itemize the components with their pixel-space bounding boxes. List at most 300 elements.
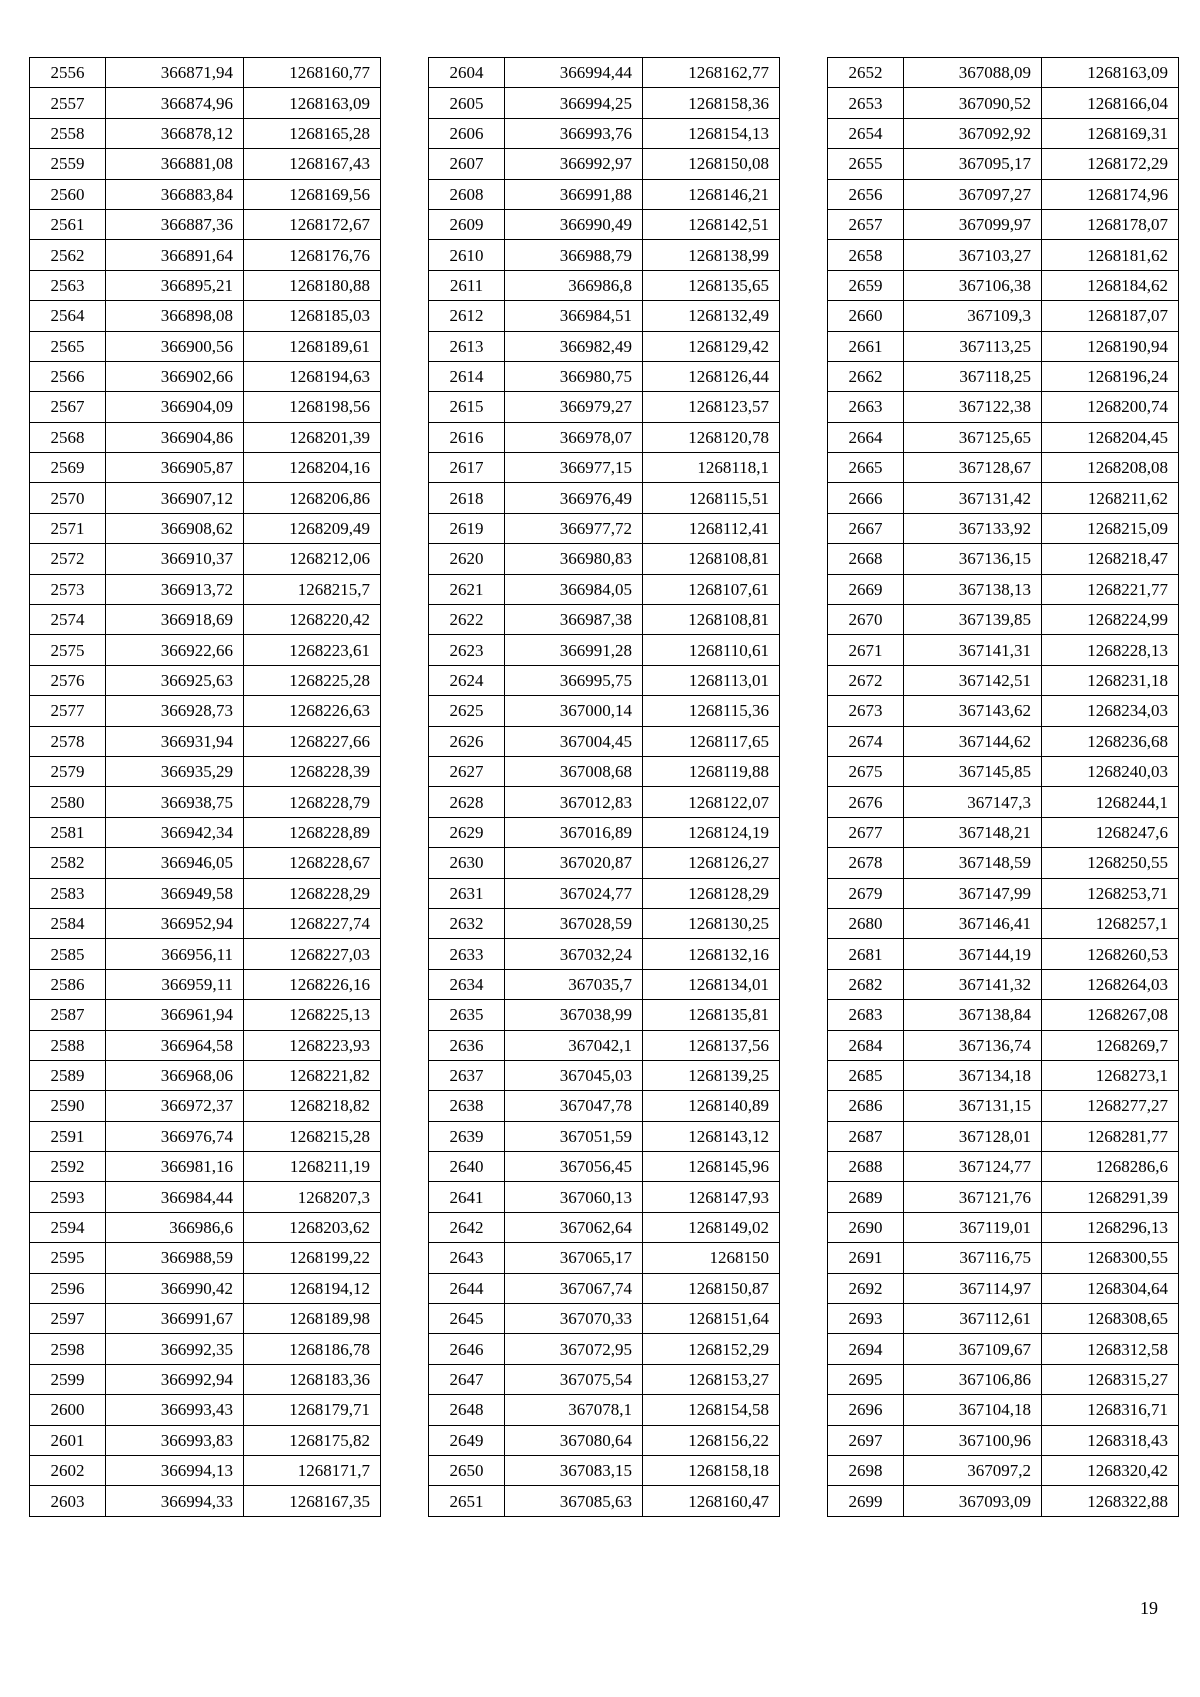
x-coordinate-cell: 367047,78 [505,1091,643,1121]
table-row [828,878,1179,908]
table-row [429,1455,780,1485]
x-coordinate-cell: 366900,56 [106,331,244,361]
point-number-cell: 2631 [429,878,505,908]
point-number-cell: 2588 [30,1030,106,1060]
x-coordinate-cell: 366961,94 [106,1000,244,1030]
table-row [828,574,1179,604]
table-row [30,817,381,847]
y-coordinate-cell: 1268227,03 [244,939,381,969]
y-coordinate-cell: 1268223,61 [244,635,381,665]
y-coordinate-cell: 1268286,6 [1042,1152,1179,1182]
table-row [828,209,1179,239]
point-number-cell: 2674 [828,726,904,756]
point-number-cell: 2666 [828,483,904,513]
y-coordinate-cell: 1268228,89 [244,817,381,847]
x-coordinate-cell: 366956,11 [106,939,244,969]
y-coordinate-cell: 1268320,42 [1042,1455,1179,1485]
point-number-cell: 2602 [30,1455,106,1485]
x-coordinate-cell: 366994,44 [505,58,643,88]
x-coordinate-cell: 366925,63 [106,665,244,695]
table-row [429,1273,780,1303]
x-coordinate-cell: 367004,45 [505,726,643,756]
point-number-cell: 2601 [30,1425,106,1455]
y-coordinate-cell: 1268308,65 [1042,1304,1179,1334]
table-row [429,270,780,300]
table-row [828,635,1179,665]
point-number-cell: 2687 [828,1121,904,1151]
x-coordinate-cell: 367106,38 [904,270,1042,300]
table-row [429,1334,780,1364]
y-coordinate-cell: 1268304,64 [1042,1273,1179,1303]
x-coordinate-cell: 366935,29 [106,756,244,786]
x-coordinate-cell: 366993,43 [106,1395,244,1425]
table-row [429,301,780,331]
point-number-cell: 2619 [429,513,505,543]
x-coordinate-cell: 367088,09 [904,58,1042,88]
point-number-cell: 2627 [429,756,505,786]
x-coordinate-cell: 367118,25 [904,361,1042,391]
x-coordinate-cell: 367138,13 [904,574,1042,604]
y-coordinate-cell: 1268228,79 [244,787,381,817]
x-coordinate-cell: 367114,97 [904,1273,1042,1303]
y-coordinate-cell: 1268228,13 [1042,635,1179,665]
point-number-cell: 2650 [429,1455,505,1485]
point-number-cell: 2608 [429,179,505,209]
point-number-cell: 2616 [429,422,505,452]
x-coordinate-cell: 366986,6 [106,1212,244,1242]
point-number-cell: 2607 [429,149,505,179]
point-number-cell: 2647 [429,1364,505,1394]
x-coordinate-cell: 367125,65 [904,422,1042,452]
table-row [30,483,381,513]
table-row [30,513,381,543]
point-number-cell: 2652 [828,58,904,88]
point-number-cell: 2606 [429,118,505,148]
table-row [429,605,780,635]
y-coordinate-cell: 1268226,16 [244,969,381,999]
point-number-cell: 2651 [429,1486,505,1516]
x-coordinate-cell: 366902,66 [106,361,244,391]
table-row [30,1304,381,1334]
table-row [30,1455,381,1485]
y-coordinate-cell: 1268244,1 [1042,787,1179,817]
y-coordinate-cell: 1268174,96 [1042,179,1179,209]
table-row [30,665,381,695]
table-row [30,1182,381,1212]
point-number-cell: 2671 [828,635,904,665]
point-number-cell: 2557 [30,88,106,118]
y-coordinate-cell: 1268110,61 [643,635,780,665]
x-coordinate-cell: 367012,83 [505,787,643,817]
y-coordinate-cell: 1268253,71 [1042,878,1179,908]
y-coordinate-cell: 1268211,19 [244,1152,381,1182]
x-coordinate-cell: 366992,35 [106,1334,244,1364]
table-row [429,635,780,665]
x-coordinate-cell: 367121,76 [904,1182,1042,1212]
table-row [429,787,780,817]
point-number-cell: 2643 [429,1243,505,1273]
table-row [828,787,1179,817]
point-number-cell: 2662 [828,361,904,391]
x-coordinate-cell: 366952,94 [106,908,244,938]
table-row [30,453,381,483]
y-coordinate-cell: 1268145,96 [643,1152,780,1182]
x-coordinate-cell: 366991,67 [106,1304,244,1334]
x-coordinate-cell: 367119,01 [904,1212,1042,1242]
point-number-cell: 2644 [429,1273,505,1303]
point-number-cell: 2698 [828,1455,904,1485]
y-coordinate-cell: 1268135,81 [643,1000,780,1030]
point-number-cell: 2584 [30,908,106,938]
table-row [828,1212,1179,1242]
x-coordinate-cell: 367134,18 [904,1060,1042,1090]
x-coordinate-cell: 367008,68 [505,756,643,786]
point-number-cell: 2697 [828,1425,904,1455]
y-coordinate-cell: 1268204,45 [1042,422,1179,452]
y-coordinate-cell: 1268224,99 [1042,605,1179,635]
table-row [828,1030,1179,1060]
y-coordinate-cell: 1268220,42 [244,605,381,635]
point-number-cell: 2618 [429,483,505,513]
y-coordinate-cell: 1268147,93 [643,1182,780,1212]
point-number-cell: 2599 [30,1364,106,1394]
table-row [30,1212,381,1242]
y-coordinate-cell: 1268204,16 [244,453,381,483]
y-coordinate-cell: 1268281,77 [1042,1121,1179,1151]
x-coordinate-cell: 367128,01 [904,1121,1042,1151]
y-coordinate-cell: 1268273,1 [1042,1060,1179,1090]
point-number-cell: 2679 [828,878,904,908]
y-coordinate-cell: 1268225,28 [244,665,381,695]
point-number-cell: 2637 [429,1060,505,1090]
point-number-cell: 2563 [30,270,106,300]
point-number-cell: 2586 [30,969,106,999]
y-coordinate-cell: 1268264,03 [1042,969,1179,999]
table-row [828,1486,1179,1516]
table-row [30,1395,381,1425]
point-number-cell: 2639 [429,1121,505,1151]
point-number-cell: 2641 [429,1182,505,1212]
point-number-cell: 2587 [30,1000,106,1030]
x-coordinate-cell: 366931,94 [106,726,244,756]
point-number-cell: 2570 [30,483,106,513]
point-number-cell: 2655 [828,149,904,179]
table-row [828,331,1179,361]
point-number-cell: 2632 [429,908,505,938]
table-row [30,1425,381,1455]
y-coordinate-cell: 1268228,29 [244,878,381,908]
y-coordinate-cell: 1268178,07 [1042,209,1179,239]
point-number-cell: 2590 [30,1091,106,1121]
y-coordinate-cell: 1268108,81 [643,605,780,635]
point-number-cell: 2675 [828,756,904,786]
y-coordinate-cell: 1268169,31 [1042,118,1179,148]
table-row [429,1121,780,1151]
x-coordinate-cell: 366993,76 [505,118,643,148]
x-coordinate-cell: 367144,62 [904,726,1042,756]
point-number-cell: 2567 [30,392,106,422]
point-number-cell: 2635 [429,1000,505,1030]
table-row [828,1364,1179,1394]
y-coordinate-cell: 1268221,82 [244,1060,381,1090]
y-coordinate-cell: 1268215,7 [244,574,381,604]
y-coordinate-cell: 1268138,99 [643,240,780,270]
y-coordinate-cell: 1268132,16 [643,939,780,969]
x-coordinate-cell: 366991,28 [505,635,643,665]
y-coordinate-cell: 1268225,13 [244,1000,381,1030]
x-coordinate-cell: 367109,3 [904,301,1042,331]
x-coordinate-cell: 367035,7 [505,969,643,999]
table-row [429,1304,780,1334]
x-coordinate-cell: 366994,33 [106,1486,244,1516]
table-row [828,1060,1179,1090]
table-row [30,118,381,148]
y-coordinate-cell: 1268296,13 [1042,1212,1179,1242]
x-coordinate-cell: 367141,32 [904,969,1042,999]
coordinate-table-3 [827,57,1179,1517]
table-row [30,544,381,574]
table-row [828,756,1179,786]
x-coordinate-cell: 367080,64 [505,1425,643,1455]
table-row [429,574,780,604]
table-row [30,726,381,756]
table-row [828,726,1179,756]
y-coordinate-cell: 1268189,98 [244,1304,381,1334]
table-row [828,1273,1179,1303]
point-number-cell: 2640 [429,1152,505,1182]
x-coordinate-cell: 367095,17 [904,149,1042,179]
y-coordinate-cell: 1268208,08 [1042,453,1179,483]
y-coordinate-cell: 1268162,77 [643,58,780,88]
y-coordinate-cell: 1268267,08 [1042,1000,1179,1030]
y-coordinate-cell: 1268158,18 [643,1455,780,1485]
table-row [30,969,381,999]
table-row [828,1000,1179,1030]
point-number-cell: 2556 [30,58,106,88]
y-coordinate-cell: 1268124,19 [643,817,780,847]
table-row [429,1091,780,1121]
y-coordinate-cell: 1268154,58 [643,1395,780,1425]
point-number-cell: 2594 [30,1212,106,1242]
x-coordinate-cell: 367078,1 [505,1395,643,1425]
point-number-cell: 2690 [828,1212,904,1242]
point-number-cell: 2636 [429,1030,505,1060]
point-number-cell: 2693 [828,1304,904,1334]
y-coordinate-cell: 1268226,63 [244,696,381,726]
y-coordinate-cell: 1268215,28 [244,1121,381,1151]
y-coordinate-cell: 1268175,82 [244,1425,381,1455]
x-coordinate-cell: 367139,85 [904,605,1042,635]
y-coordinate-cell: 1268122,07 [643,787,780,817]
table-row [30,331,381,361]
point-number-cell: 2669 [828,574,904,604]
point-number-cell: 2663 [828,392,904,422]
x-coordinate-cell: 366990,42 [106,1273,244,1303]
table-row [30,58,381,88]
table-row [30,361,381,391]
point-number-cell: 2630 [429,848,505,878]
y-coordinate-cell: 1268277,27 [1042,1091,1179,1121]
x-coordinate-cell: 366980,75 [505,361,643,391]
y-coordinate-cell: 1268163,09 [244,88,381,118]
point-number-cell: 2658 [828,240,904,270]
table-row [828,1243,1179,1273]
x-coordinate-cell: 367148,21 [904,817,1042,847]
point-number-cell: 2574 [30,605,106,635]
coordinate-table-2 [428,57,780,1517]
point-number-cell: 2626 [429,726,505,756]
table-row [429,331,780,361]
point-number-cell: 2613 [429,331,505,361]
table-row [828,1334,1179,1364]
y-coordinate-cell: 1268221,77 [1042,574,1179,604]
y-coordinate-cell: 1268112,41 [643,513,780,543]
point-number-cell: 2686 [828,1091,904,1121]
table-row [429,969,780,999]
x-coordinate-cell: 367100,96 [904,1425,1042,1455]
x-coordinate-cell: 366984,51 [505,301,643,331]
x-coordinate-cell: 367062,64 [505,1212,643,1242]
y-coordinate-cell: 1268316,71 [1042,1395,1179,1425]
y-coordinate-cell: 1268184,62 [1042,270,1179,300]
y-coordinate-cell: 1268140,89 [643,1091,780,1121]
x-coordinate-cell: 366883,84 [106,179,244,209]
x-coordinate-cell: 366942,34 [106,817,244,847]
y-coordinate-cell: 1268160,77 [244,58,381,88]
x-coordinate-cell: 366874,96 [106,88,244,118]
y-coordinate-cell: 1268167,43 [244,149,381,179]
point-number-cell: 2670 [828,605,904,635]
y-coordinate-cell: 1268318,43 [1042,1425,1179,1455]
x-coordinate-cell: 367112,61 [904,1304,1042,1334]
y-coordinate-cell: 1268315,27 [1042,1364,1179,1394]
table-row [828,908,1179,938]
point-number-cell: 2580 [30,787,106,817]
y-coordinate-cell: 1268130,25 [643,908,780,938]
table-row [429,1395,780,1425]
x-coordinate-cell: 366946,05 [106,848,244,878]
table-row [30,1334,381,1364]
table-row [30,301,381,331]
table-row [30,635,381,665]
table-row [828,301,1179,331]
y-coordinate-cell: 1268132,49 [643,301,780,331]
table-row [828,58,1179,88]
table-row [429,361,780,391]
y-coordinate-cell: 1268150,87 [643,1273,780,1303]
table-row [30,574,381,604]
point-number-cell: 2605 [429,88,505,118]
point-number-cell: 2575 [30,635,106,665]
point-number-cell: 2657 [828,209,904,239]
point-number-cell: 2611 [429,270,505,300]
table-row [30,908,381,938]
y-coordinate-cell: 1268135,65 [643,270,780,300]
point-number-cell: 2593 [30,1182,106,1212]
table-row [828,422,1179,452]
y-coordinate-cell: 1268118,1 [643,453,780,483]
x-coordinate-cell: 367142,51 [904,665,1042,695]
point-number-cell: 2664 [828,422,904,452]
y-coordinate-cell: 1268236,68 [1042,726,1179,756]
table-row [429,1486,780,1516]
point-number-cell: 2622 [429,605,505,635]
point-number-cell: 2598 [30,1334,106,1364]
y-coordinate-cell: 1268260,53 [1042,939,1179,969]
x-coordinate-cell: 367099,97 [904,209,1042,239]
y-coordinate-cell: 1268142,51 [643,209,780,239]
y-coordinate-cell: 1268150,08 [643,149,780,179]
table-row [30,422,381,452]
point-number-cell: 2578 [30,726,106,756]
point-number-cell: 2689 [828,1182,904,1212]
point-number-cell: 2595 [30,1243,106,1273]
point-number-cell: 2684 [828,1030,904,1060]
y-coordinate-cell: 1268227,74 [244,908,381,938]
y-coordinate-cell: 1268167,35 [244,1486,381,1516]
x-coordinate-cell: 367067,74 [505,1273,643,1303]
y-coordinate-cell: 1268180,88 [244,270,381,300]
point-number-cell: 2559 [30,149,106,179]
y-coordinate-cell: 1268146,21 [643,179,780,209]
table-row [429,1425,780,1455]
x-coordinate-cell: 366991,88 [505,179,643,209]
table-row [30,1152,381,1182]
x-coordinate-cell: 367133,92 [904,513,1042,543]
y-coordinate-cell: 1268179,71 [244,1395,381,1425]
x-coordinate-cell: 367092,92 [904,118,1042,148]
x-coordinate-cell: 366976,74 [106,1121,244,1151]
point-number-cell: 2677 [828,817,904,847]
x-coordinate-cell: 366959,11 [106,969,244,999]
y-coordinate-cell: 1268181,62 [1042,240,1179,270]
table-row [828,1182,1179,1212]
table-row [828,665,1179,695]
x-coordinate-cell: 366905,87 [106,453,244,483]
y-coordinate-cell: 1268115,51 [643,483,780,513]
point-number-cell: 2645 [429,1304,505,1334]
y-coordinate-cell: 1268247,6 [1042,817,1179,847]
x-coordinate-cell: 367065,17 [505,1243,643,1273]
point-number-cell: 2660 [828,301,904,331]
point-number-cell: 2628 [429,787,505,817]
y-coordinate-cell: 1268187,07 [1042,301,1179,331]
x-coordinate-cell: 366982,49 [505,331,643,361]
y-coordinate-cell: 1268250,55 [1042,848,1179,878]
point-number-cell: 2634 [429,969,505,999]
x-coordinate-cell: 367109,67 [904,1334,1042,1364]
point-number-cell: 2685 [828,1060,904,1090]
table-row [429,58,780,88]
x-coordinate-cell: 366981,16 [106,1152,244,1182]
table-row [828,118,1179,148]
table-row [30,1486,381,1516]
point-number-cell: 2581 [30,817,106,847]
point-number-cell: 2582 [30,848,106,878]
y-coordinate-cell: 1268215,09 [1042,513,1179,543]
x-coordinate-cell: 367124,77 [904,1152,1042,1182]
x-coordinate-cell: 367106,86 [904,1364,1042,1394]
y-coordinate-cell: 1268211,62 [1042,483,1179,513]
x-coordinate-cell: 366891,64 [106,240,244,270]
point-number-cell: 2600 [30,1395,106,1425]
coordinate-table-1 [29,57,381,1517]
table-row [429,513,780,543]
x-coordinate-cell: 367103,27 [904,240,1042,270]
x-coordinate-cell: 367060,13 [505,1182,643,1212]
table-row [828,453,1179,483]
table-row [828,696,1179,726]
